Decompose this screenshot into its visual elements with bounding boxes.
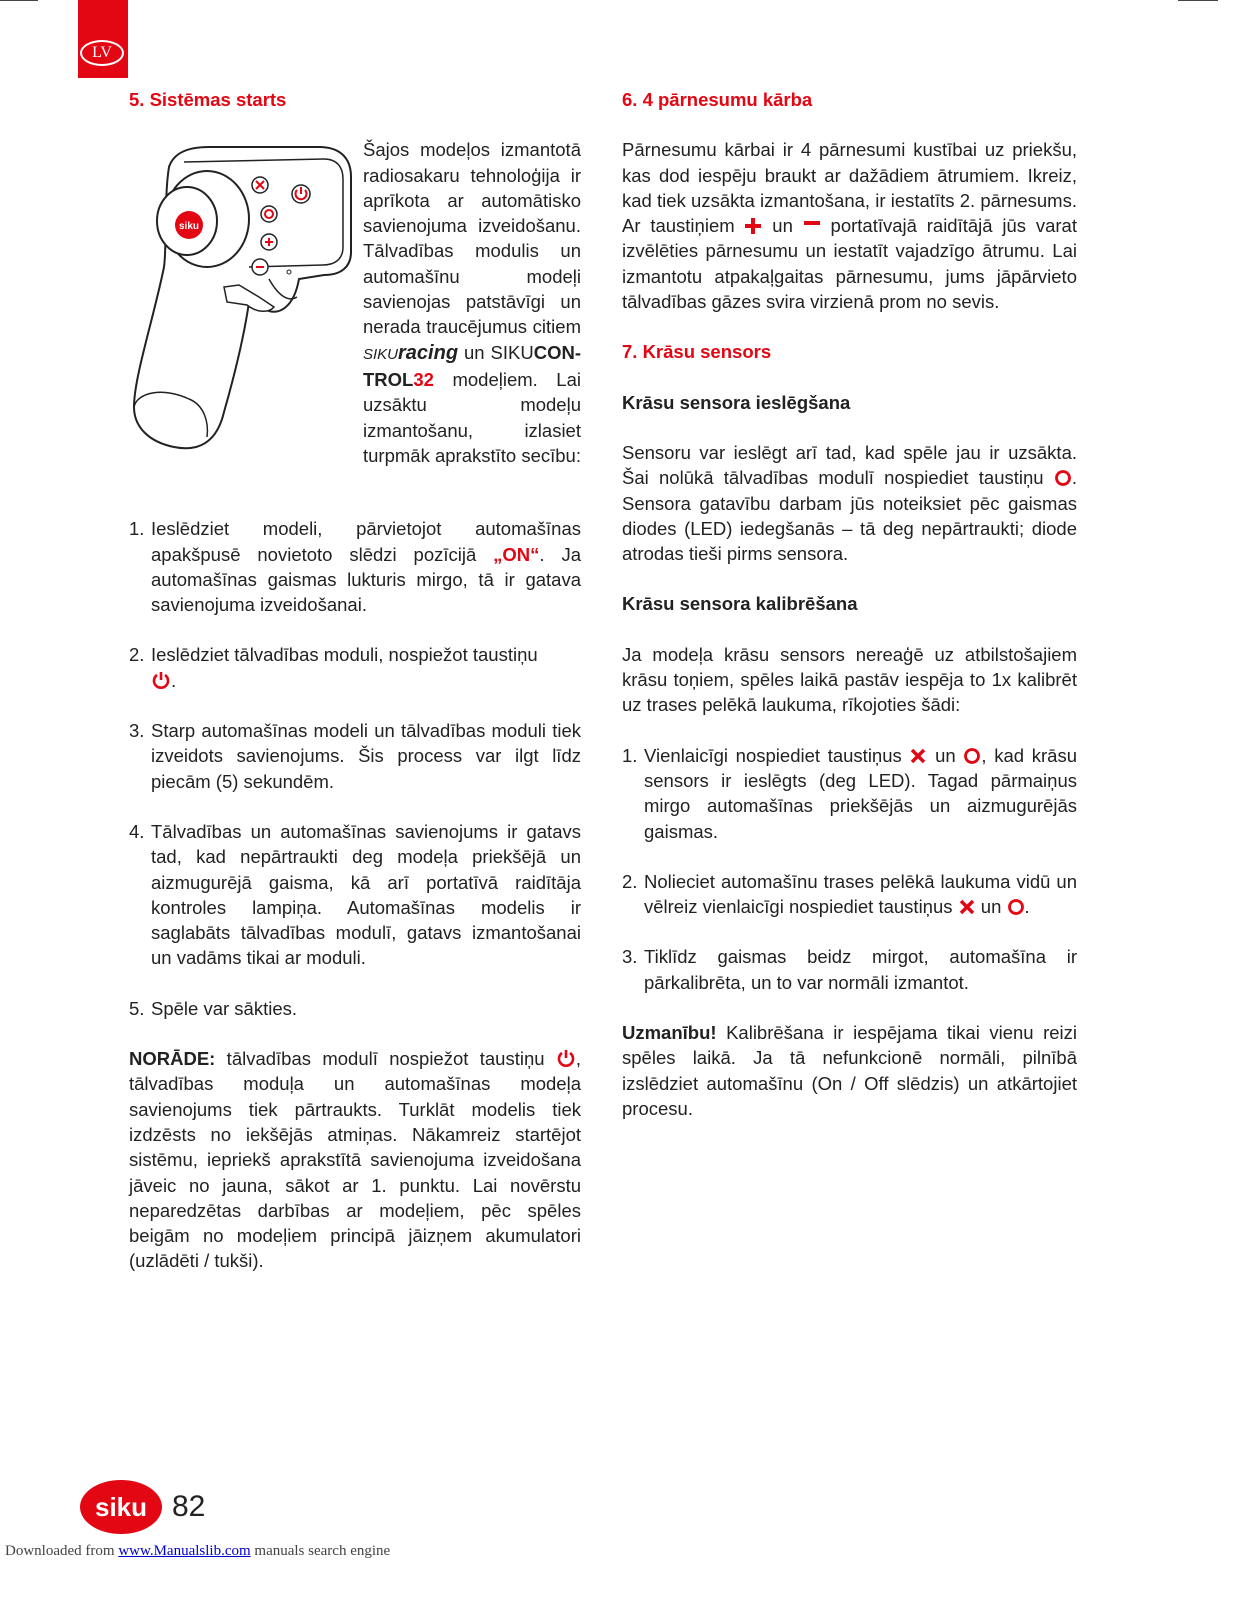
list-item-text: Spēle var sākties. bbox=[151, 997, 298, 1019]
list-item-text: Nolieciet automašīnu trases pelēkā laukuma vidū un vēlreiz vienlaicīgi nospiediet taustiņus bbox=[644, 870, 1077, 918]
start-steps-list bbox=[129, 516, 581, 1021]
left-column bbox=[129, 87, 581, 1274]
sensor-on-paragraph bbox=[622, 440, 1077, 566]
list-item bbox=[622, 743, 1077, 844]
cross-icon bbox=[909, 747, 927, 765]
gearbox-text: un bbox=[762, 215, 803, 237]
on-position-label: „ON“ bbox=[493, 543, 540, 565]
siku-racing-brand: SIKU bbox=[363, 345, 399, 363]
list-item bbox=[129, 642, 581, 693]
subheading-sensor-on: Krāsu sensora ieslēgšana bbox=[622, 391, 851, 413]
circle-icon bbox=[1007, 898, 1025, 916]
calibration-intro: Ja modeļa krāsu sensors nereaģē uz atbilstošajiem krāsu toņiem, spēles laikā pastāv iespēja to 1x kalibrēt uz trases pelēkā laukuma, rīkojoties šādi: bbox=[622, 643, 1077, 716]
note-label: NORĀDE: bbox=[129, 1048, 216, 1070]
section-heading-system-start: 5. Sistēmas starts bbox=[129, 89, 287, 110]
intro-text-part: un SIKU bbox=[458, 341, 534, 363]
list-item-text: un bbox=[927, 744, 964, 766]
note-text: , tālvadības moduļa un automašīnas modeļa savienojums tiek pārtraukts. Turklāt modelis tiek izdzēsts no iekšējās atmiņas. Nākamreiz startējot sistēmu, iepriekš aprakstītā savienojuma izveidošana jāveic no jauna, sākot ar 1. punktu. Lai novērstu neparedzētas darbības ar modeļiem, pēc spēles beigām no modeļiem principā jāizņem akumulatori (uzlādēti / tukši). bbox=[129, 1048, 581, 1272]
manualslib-link[interactable]: www.Manualslib.com bbox=[118, 1543, 251, 1559]
list-item-text: Tiklīdz gaismas beidz mirgot, automašīna ir pārkalibrēta, un to var normāli izmantot. bbox=[644, 946, 1077, 993]
list-item-text: Ieslēdziet tālvadības moduli, nospiežot taustiņu bbox=[151, 644, 538, 666]
list-item bbox=[622, 944, 1077, 995]
list-item-number: 3. bbox=[129, 720, 145, 742]
list-item-text: Ieslēdziet modeli, pārvietojot automašīnas apakšpusē novietoto slēdzi pozīcijā bbox=[151, 518, 581, 565]
list-item-number: 1. bbox=[622, 744, 638, 766]
list-item-text: Tālvadības un automašīnas savienojums ir gatavs tad, kad nepārtraukti deg modeļa priekšējā un aizmugurējā gaisma, kā arī portatīvā raidītāja kontroles lampiņa. Automašīnas modelis ir saglabāts tālvadības modulī, gatavs izmantošanai un vadāms tikai ar moduli. bbox=[151, 820, 581, 969]
list-item bbox=[129, 819, 581, 971]
cross-icon bbox=[958, 898, 976, 916]
racing-brand: racing bbox=[398, 341, 459, 364]
note-text: tālvadības modulī nospiežot taustiņu bbox=[215, 1048, 556, 1070]
intro-text-part: Šajos modeļos izmantotā radiosakaru tehnoloģija ir aprīkota ar automātisko savienojuma izveidošanu. Tālvadības modulis un automašīnu modeļi savienojas patstāvīgi un nerada traucējumus citiem bbox=[363, 139, 581, 338]
footer-prefix: Downloaded from bbox=[5, 1543, 119, 1559]
sensor-text: . Sensora gatavību darbam jūs noteiksiet pēc gaismas diodes (LED) iedegšanās – tā deg nepārtraukti; diode atrodas tieši pirms sensora. bbox=[622, 467, 1077, 565]
minus-icon bbox=[803, 217, 821, 235]
list-item-text: Vienlaicīgi nospiediet taustiņus bbox=[644, 744, 910, 766]
crop-mark bbox=[0, 0, 38, 1]
circle-icon bbox=[1054, 469, 1072, 487]
list-item-number: 5. bbox=[129, 997, 145, 1019]
list-item bbox=[129, 516, 581, 617]
warning-text: Kalibrēšana ir iespējama tikai vienu reizi spēles laikā. Ja tā nefunkcionē normāli, pilnībā izslēdziet automašīnu (On / Off slēdzis) un atkārtojiet procesu. bbox=[622, 1022, 1077, 1119]
list-item-number: 4. bbox=[129, 820, 145, 842]
sensor-text: Sensoru var ieslēgt arī tad, kad spēle jau ir uzsākta. Šai nolūkā tālvadības modulī nospiediet taustiņu bbox=[622, 441, 1077, 489]
language-badge: LV bbox=[80, 40, 124, 66]
list-item-text: un bbox=[975, 896, 1007, 918]
list-item-number: 3. bbox=[622, 946, 638, 968]
list-item-number: 2. bbox=[622, 870, 638, 892]
gearbox-text: portatīvajā raidītājā jūs varat izvēlēties pārnesumu un iestatīt vajadzīgo ātrumu. Lai izmantotu atpakaļgaitas pārnesumu, jums jāpārvieto tālvadības gāzes svira virzienā prom no sevis. bbox=[622, 215, 1077, 313]
list-item-text: Starp automašīnas modeli un tālvadības moduli tiek izveidots savienojums. Šis process var ilgt līdz piecām (5) sekundēm. bbox=[151, 720, 581, 792]
warning-label: Uzmanību! bbox=[622, 1022, 717, 1044]
download-footer bbox=[5, 1543, 390, 1560]
crop-mark bbox=[1178, 0, 1218, 1]
remote-control-illustration bbox=[129, 137, 354, 467]
list-item-text: , kad krāsu sensors ir ieslēgts (deg LED). Tagad pārmaiņus mirgo automašīnas priekšējās un aizmugurējās gaismas. bbox=[644, 744, 1077, 842]
siku-logo bbox=[79, 1479, 163, 1535]
circle-icon bbox=[963, 747, 981, 765]
power-icon bbox=[556, 1048, 576, 1068]
page-number: 82 bbox=[172, 1490, 206, 1523]
subheading-calibration: Krāsu sensora kalibrēšana bbox=[622, 593, 858, 615]
list-item bbox=[622, 869, 1077, 920]
section-heading-color-sensor: 7. Krāsu sensors bbox=[622, 341, 772, 363]
list-item-text: . bbox=[1024, 896, 1030, 918]
note-paragraph bbox=[129, 1046, 581, 1274]
intro-paragraph bbox=[363, 137, 581, 468]
list-item bbox=[129, 996, 581, 1021]
siku-control-brand: CON-TROL bbox=[363, 341, 581, 390]
remote-logo-text: siku bbox=[178, 221, 200, 233]
list-item-number: 1. bbox=[129, 518, 145, 540]
warning-paragraph bbox=[622, 1020, 1077, 1121]
control-32-brand: 32 bbox=[413, 368, 434, 390]
intro-text-part: modeļiem. Lai uzsāktu modeļu izmantošanu, izlasiet turpmāk aprakstīto secību: bbox=[363, 368, 581, 466]
list-item-number: 2. bbox=[129, 644, 145, 666]
list-item-text: . bbox=[171, 669, 177, 691]
footer-suffix: manuals search engine bbox=[250, 1543, 391, 1559]
logo-text: siku bbox=[94, 1492, 148, 1522]
right-column bbox=[622, 87, 1077, 1121]
gearbox-paragraph bbox=[622, 137, 1077, 314]
section-heading-gearbox: 6. 4 pārnesumu kārba bbox=[622, 89, 813, 110]
gearbox-text: Pārnesumu kārbai ir 4 pārnesumi kustībai uz priekšu, kas dod iespēju braukt ar dažādiem ātrumiem. Ikreiz, kad tiek uzsākta izmantošana, ir iestatīts 2. pārnesums. Ar taustiņiem bbox=[622, 139, 1077, 237]
language-tab bbox=[78, 0, 128, 78]
list-item bbox=[129, 718, 581, 794]
intro-block bbox=[129, 137, 581, 517]
plus-icon bbox=[744, 217, 762, 235]
power-icon bbox=[151, 670, 171, 690]
calibration-steps-list bbox=[622, 743, 1077, 995]
list-item-text: . Ja automašīnas gaismas lukturis mirgo, tā ir gatava savienojuma izveidošanai. bbox=[151, 543, 581, 616]
